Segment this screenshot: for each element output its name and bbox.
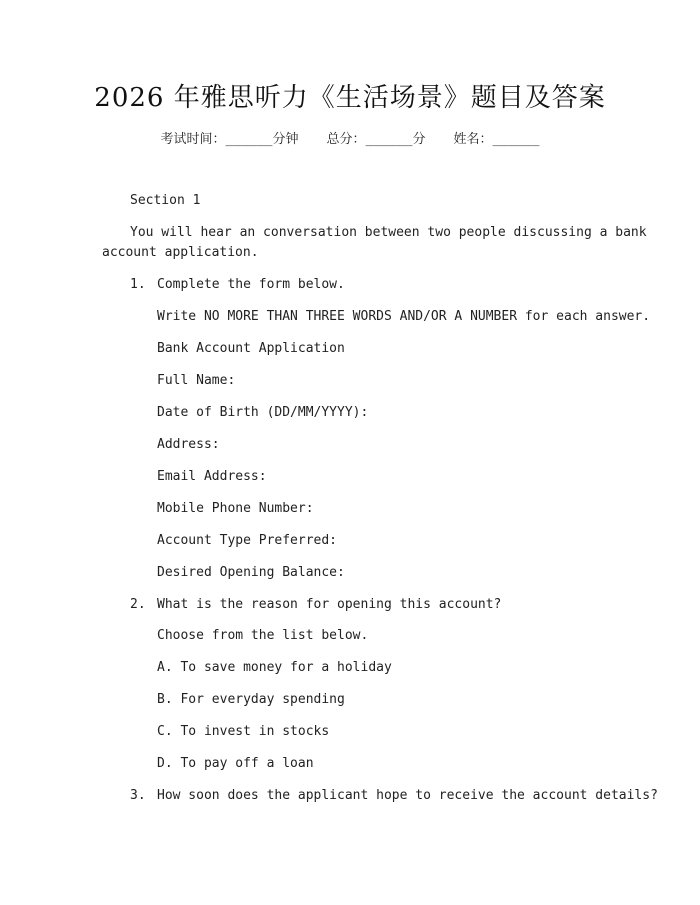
question-3-text: How soon does the applicant hope to receive the account details? — [157, 788, 658, 803]
question-3-number: 3. — [130, 788, 146, 803]
question-1-text: Complete the form below. — [157, 277, 345, 292]
question-2-text: What is the reason for opening this account? — [157, 597, 502, 612]
question-1-instruction: Write NO MORE THAN THREE WORDS AND/OR A NUMBER for each answer. — [157, 309, 651, 324]
form-field-full-name: Full Name: — [157, 373, 236, 388]
document-title: 2026 年雅思听力《生活场景》题目及答案 — [94, 83, 606, 113]
form-field-account-type: Account Type Preferred: — [157, 533, 338, 548]
question-1-number: 1. — [130, 277, 146, 292]
question-2-number: 2. — [130, 597, 146, 612]
total-score-label: 总分：______分 — [326, 132, 426, 147]
form-heading: Bank Account Application — [157, 341, 345, 356]
exam-time-label: 考试时间：______分钟 — [160, 132, 299, 147]
question-2-instruction: Choose from the list below. — [157, 628, 369, 643]
option-d: D. To pay off a loan — [157, 756, 314, 771]
form-field-opening-balance: Desired Opening Balance: — [157, 565, 345, 580]
intro-text-line-2: account application. — [102, 245, 259, 260]
option-a: A. To save money for a holiday — [157, 660, 392, 675]
intro-text-line-1: You will hear an conversation between two people discussing a bank — [130, 225, 647, 240]
option-c: C. To invest in stocks — [157, 724, 330, 739]
name-label: 姓名：______ — [453, 132, 540, 147]
exam-meta — [0, 130, 700, 150]
section-heading: Section 1 — [130, 193, 201, 208]
form-field-mobile: Mobile Phone Number: — [157, 501, 314, 516]
form-field-date-of-birth: Date of Birth (DD/MM/YYYY): — [157, 405, 369, 420]
option-b: B. For everyday spending — [157, 692, 345, 707]
form-field-email: Email Address: — [157, 469, 267, 484]
form-field-address: Address: — [157, 437, 220, 452]
